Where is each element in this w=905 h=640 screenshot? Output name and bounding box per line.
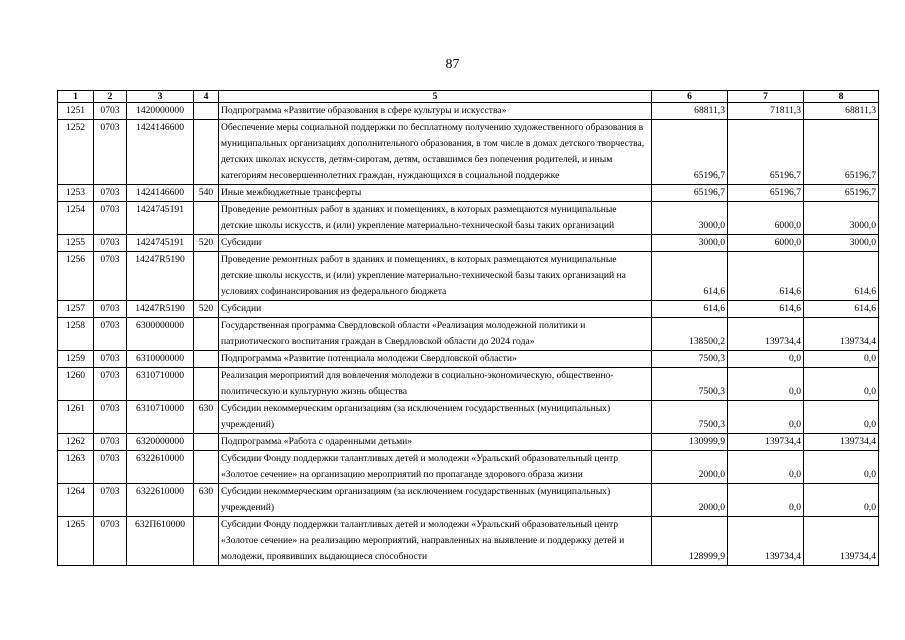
target-code: 14247R5190 bbox=[127, 301, 194, 318]
table-row bbox=[58, 252, 879, 301]
expense-type-code: 630 bbox=[194, 401, 219, 434]
amount-col-6: 614,6 bbox=[652, 252, 728, 301]
amount-col-6: 68811,3 bbox=[652, 103, 728, 120]
amount-col-6: 614,6 bbox=[652, 301, 728, 318]
table-row bbox=[58, 484, 879, 517]
target-code: 1420000000 bbox=[127, 103, 194, 120]
table-row bbox=[58, 185, 879, 202]
row-number: 1254 bbox=[58, 202, 94, 235]
row-number: 1258 bbox=[58, 318, 94, 351]
row-number: 1260 bbox=[58, 368, 94, 401]
amount-col-7: 6000,0 bbox=[728, 235, 804, 252]
table-row bbox=[58, 401, 879, 434]
amount-col-8: 139734,4 bbox=[804, 517, 879, 566]
amount-col-7: 0,0 bbox=[728, 368, 804, 401]
amount-col-6: 128999,9 bbox=[652, 517, 728, 566]
amount-col-7: 139734,4 bbox=[728, 318, 804, 351]
table-row bbox=[58, 301, 879, 318]
header-col-2: 2 bbox=[94, 91, 127, 103]
amount-col-7: 6000,0 bbox=[728, 202, 804, 235]
amount-col-7: 0,0 bbox=[728, 351, 804, 368]
row-number: 1253 bbox=[58, 185, 94, 202]
row-number: 1255 bbox=[58, 235, 94, 252]
amount-col-7: 614,6 bbox=[728, 252, 804, 301]
header-col-8: 8 bbox=[804, 91, 879, 103]
section-code: 0703 bbox=[94, 351, 127, 368]
target-code: 6310710000 bbox=[127, 368, 194, 401]
row-number: 1263 bbox=[58, 451, 94, 484]
expense-type-code bbox=[194, 434, 219, 451]
amount-col-7: 139734,4 bbox=[728, 434, 804, 451]
table-row bbox=[58, 202, 879, 235]
table-row bbox=[58, 318, 879, 351]
target-code: 6322610000 bbox=[127, 484, 194, 517]
row-number: 1259 bbox=[58, 351, 94, 368]
amount-col-8: 68811,3 bbox=[804, 103, 879, 120]
amount-col-7: 139734,4 bbox=[728, 517, 804, 566]
expense-type-code: 540 bbox=[194, 185, 219, 202]
expense-type-code bbox=[194, 252, 219, 301]
amount-col-6: 130999,9 bbox=[652, 434, 728, 451]
item-description: Иные межбюджетные трансферты bbox=[219, 185, 652, 202]
amount-col-8: 0,0 bbox=[804, 368, 879, 401]
amount-col-8: 614,6 bbox=[804, 301, 879, 318]
target-code: 6320000000 bbox=[127, 434, 194, 451]
table-row bbox=[58, 103, 879, 120]
target-code: 1424146600 bbox=[127, 120, 194, 185]
section-code: 0703 bbox=[94, 185, 127, 202]
amount-col-7: 0,0 bbox=[728, 484, 804, 517]
amount-col-8: 0,0 bbox=[804, 351, 879, 368]
item-description: Субсидии некоммерческим организациям (за исключением государственных (муниципальных) учреждений) bbox=[219, 484, 652, 517]
section-code: 0703 bbox=[94, 318, 127, 351]
amount-col-6: 7500,3 bbox=[652, 368, 728, 401]
table-row bbox=[58, 120, 879, 185]
table-row bbox=[58, 351, 879, 368]
section-code: 0703 bbox=[94, 484, 127, 517]
item-description: Подпрограмма «Работа с одаренными детьми» bbox=[219, 434, 652, 451]
header-col-5: 5 bbox=[219, 91, 652, 103]
target-code: 632П610000 bbox=[127, 517, 194, 566]
amount-col-8: 65196,7 bbox=[804, 185, 879, 202]
amount-col-6: 2000,0 bbox=[652, 484, 728, 517]
item-description: Реализация мероприятий для вовлечения молодежи в социально-экономическую, общественно-политическую и культурную жизнь общества bbox=[219, 368, 652, 401]
amount-col-7: 0,0 bbox=[728, 401, 804, 434]
section-code: 0703 bbox=[94, 434, 127, 451]
item-description: Проведение ремонтных работ в зданиях и помещениях, в которых размещаются муниципальные детские школы искусств, и (или) укрепление материально-технической базы таких организаций bbox=[219, 202, 652, 235]
table-row bbox=[58, 368, 879, 401]
table-header-row bbox=[58, 91, 879, 103]
row-number: 1252 bbox=[58, 120, 94, 185]
target-code: 1424745191 bbox=[127, 235, 194, 252]
amount-col-6: 65196,7 bbox=[652, 120, 728, 185]
item-description: Субсидии Фонду поддержки талантливых детей и молодежи «Уральский образовательный центр «Золотое сечение» на организацию мероприятий по пропаганде здорового образа жизни bbox=[219, 451, 652, 484]
section-code: 0703 bbox=[94, 103, 127, 120]
item-description: Подпрограмма «Развитие образования в сфере культуры и искусства» bbox=[219, 103, 652, 120]
amount-col-8: 139734,4 bbox=[804, 318, 879, 351]
item-description: Субсидии Фонду поддержки талантливых детей и молодежи «Уральский образовательный центр «Золотое сечение» на реализацию мероприятий, направленных на выявление и поддержку детей и молодежи, проявивших выдающиеся способности bbox=[219, 517, 652, 566]
target-code: 1424146600 bbox=[127, 185, 194, 202]
amount-col-7: 71811,3 bbox=[728, 103, 804, 120]
section-code: 0703 bbox=[94, 451, 127, 484]
amount-col-7: 614,6 bbox=[728, 301, 804, 318]
expense-type-code: 630 bbox=[194, 484, 219, 517]
header-col-3: 3 bbox=[127, 91, 194, 103]
expense-type-code bbox=[194, 517, 219, 566]
expense-type-code bbox=[194, 368, 219, 401]
header-col-1: 1 bbox=[58, 91, 94, 103]
amount-col-6: 7500,3 bbox=[652, 351, 728, 368]
row-number: 1251 bbox=[58, 103, 94, 120]
budget-table-frame bbox=[57, 90, 879, 566]
section-code: 0703 bbox=[94, 368, 127, 401]
target-code: 6322610000 bbox=[127, 451, 194, 484]
amount-col-6: 65196,7 bbox=[652, 185, 728, 202]
item-description: Субсидии bbox=[219, 235, 652, 252]
section-code: 0703 bbox=[94, 401, 127, 434]
amount-col-8: 0,0 bbox=[804, 484, 879, 517]
item-description: Подпрограмма «Развитие потенциала молодежи Свердловской области» bbox=[219, 351, 652, 368]
expense-type-code: 520 bbox=[194, 301, 219, 318]
amount-col-7: 65196,7 bbox=[728, 120, 804, 185]
section-code: 0703 bbox=[94, 202, 127, 235]
section-code: 0703 bbox=[94, 301, 127, 318]
item-description: Субсидии bbox=[219, 301, 652, 318]
item-description: Государственная программа Свердловской области «Реализация молодежной политики и патриотического воспитания граждан в Свердловской области до 2024 года» bbox=[219, 318, 652, 351]
table-row bbox=[58, 434, 879, 451]
target-code: 6300000000 bbox=[127, 318, 194, 351]
expense-type-code bbox=[194, 120, 219, 185]
header-col-6: 6 bbox=[652, 91, 728, 103]
row-number: 1264 bbox=[58, 484, 94, 517]
section-code: 0703 bbox=[94, 517, 127, 566]
amount-col-8: 614,6 bbox=[804, 252, 879, 301]
amount-col-6: 138500,2 bbox=[652, 318, 728, 351]
amount-col-6: 2000,0 bbox=[652, 451, 728, 484]
table-row bbox=[58, 235, 879, 252]
section-code: 0703 bbox=[94, 235, 127, 252]
table-row bbox=[58, 451, 879, 484]
header-col-4: 4 bbox=[194, 91, 219, 103]
table-row bbox=[58, 517, 879, 566]
budget-table bbox=[57, 90, 879, 566]
amount-col-6: 3000,0 bbox=[652, 235, 728, 252]
amount-col-6: 3000,0 bbox=[652, 202, 728, 235]
amount-col-8: 3000,0 bbox=[804, 202, 879, 235]
amount-col-6: 7500,3 bbox=[652, 401, 728, 434]
amount-col-7: 0,0 bbox=[728, 451, 804, 484]
amount-col-8: 0,0 bbox=[804, 401, 879, 434]
amount-col-7: 65196,7 bbox=[728, 185, 804, 202]
expense-type-code bbox=[194, 451, 219, 484]
row-number: 1257 bbox=[58, 301, 94, 318]
page-number: 87 bbox=[445, 57, 460, 72]
amount-col-8: 0,0 bbox=[804, 451, 879, 484]
expense-type-code: 520 bbox=[194, 235, 219, 252]
target-code: 6310000000 bbox=[127, 351, 194, 368]
section-code: 0703 bbox=[94, 120, 127, 185]
item-description: Обеспечение меры социальной поддержки по бесплатному получению художественного образования в муниципальных организациях дополнительного образования, в том числе в домах детского творчества, детских школах искусств, детям-сиротам, детям, оставшимся без попечения родителей, и иным категориям несовершеннолетних граждан, нуждающихся в социальной поддержке bbox=[219, 120, 652, 185]
row-number: 1256 bbox=[58, 252, 94, 301]
expense-type-code bbox=[194, 351, 219, 368]
row-number: 1265 bbox=[58, 517, 94, 566]
item-description: Проведение ремонтных работ в зданиях и помещениях, в которых размещаются муниципальные детские школы искусств, и (или) укрепление материально-технической базы таких организаций на условиях софинансирования из федерального бюджета bbox=[219, 252, 652, 301]
target-code: 6310710000 bbox=[127, 401, 194, 434]
target-code: 1424745191 bbox=[127, 202, 194, 235]
amount-col-8: 139734,4 bbox=[804, 434, 879, 451]
target-code: 14247R5190 bbox=[127, 252, 194, 301]
expense-type-code bbox=[194, 202, 219, 235]
amount-col-8: 3000,0 bbox=[804, 235, 879, 252]
expense-type-code bbox=[194, 103, 219, 120]
row-number: 1262 bbox=[58, 434, 94, 451]
amount-col-8: 65196,7 bbox=[804, 120, 879, 185]
row-number: 1261 bbox=[58, 401, 94, 434]
header-col-7: 7 bbox=[728, 91, 804, 103]
section-code: 0703 bbox=[94, 252, 127, 301]
item-description: Субсидии некоммерческим организациям (за исключением государственных (муниципальных) учреждений) bbox=[219, 401, 652, 434]
expense-type-code bbox=[194, 318, 219, 351]
